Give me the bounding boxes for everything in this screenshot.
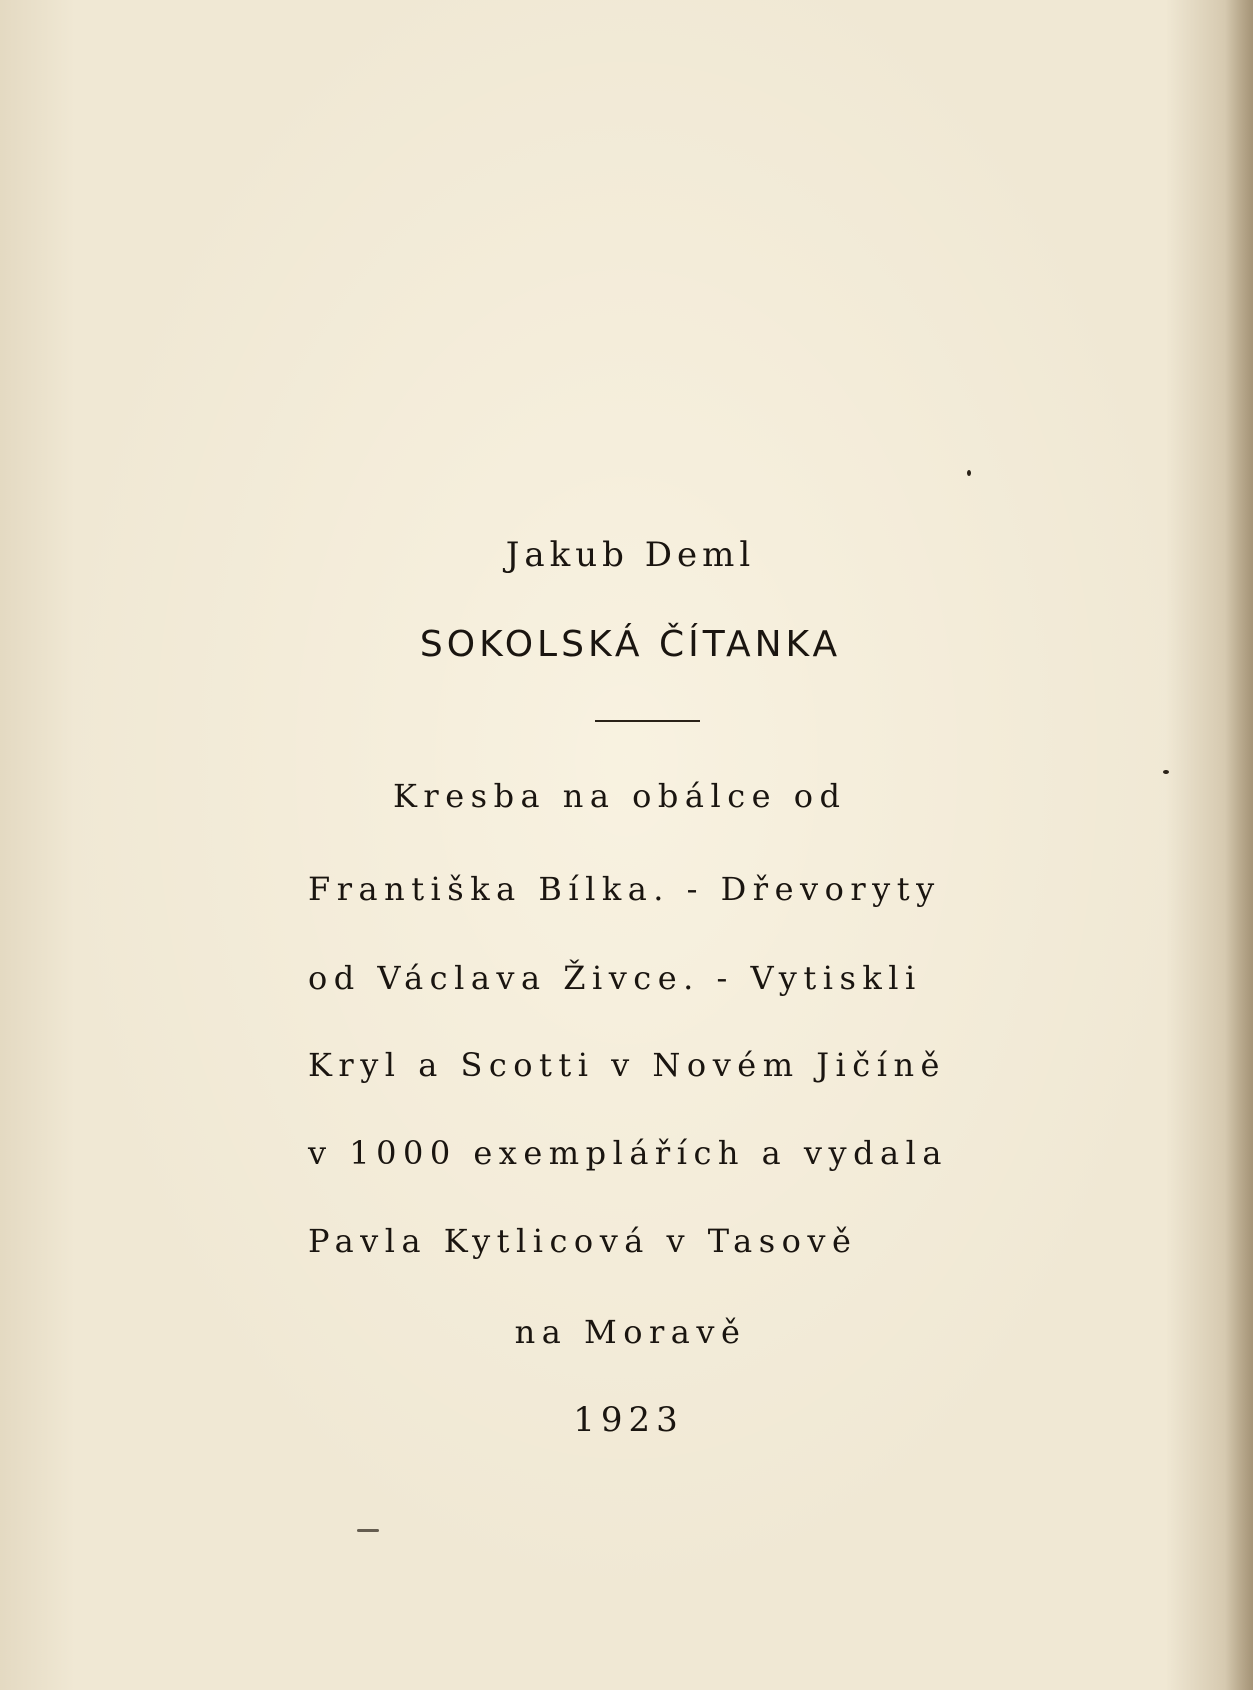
publication-year: 1923 [573, 1400, 684, 1440]
ink-speck [1163, 770, 1169, 774]
ink-speck [967, 470, 971, 476]
ink-speck [357, 1529, 379, 1532]
colophon-line: v 1000 exemplářích a vydala [308, 1134, 948, 1172]
author-name: Jakub Deml [505, 535, 756, 575]
book-title: SOKOLSKÁ ČÍTANKA [419, 624, 842, 665]
colophon-line: Pavla Kytlicová v Tasově [308, 1222, 858, 1260]
colophon-line: na Moravě [514, 1313, 747, 1351]
colophon-line: Františka Bílka. - Dřevoryty [308, 870, 941, 908]
colophon-line: Kryl a Scotti v Novém Jičíně [308, 1046, 946, 1084]
colophon-line: od Václava Živce. - Vytiskli [308, 959, 922, 997]
title-divider [595, 720, 700, 722]
colophon-line: Kresba na obálce od [393, 777, 847, 815]
